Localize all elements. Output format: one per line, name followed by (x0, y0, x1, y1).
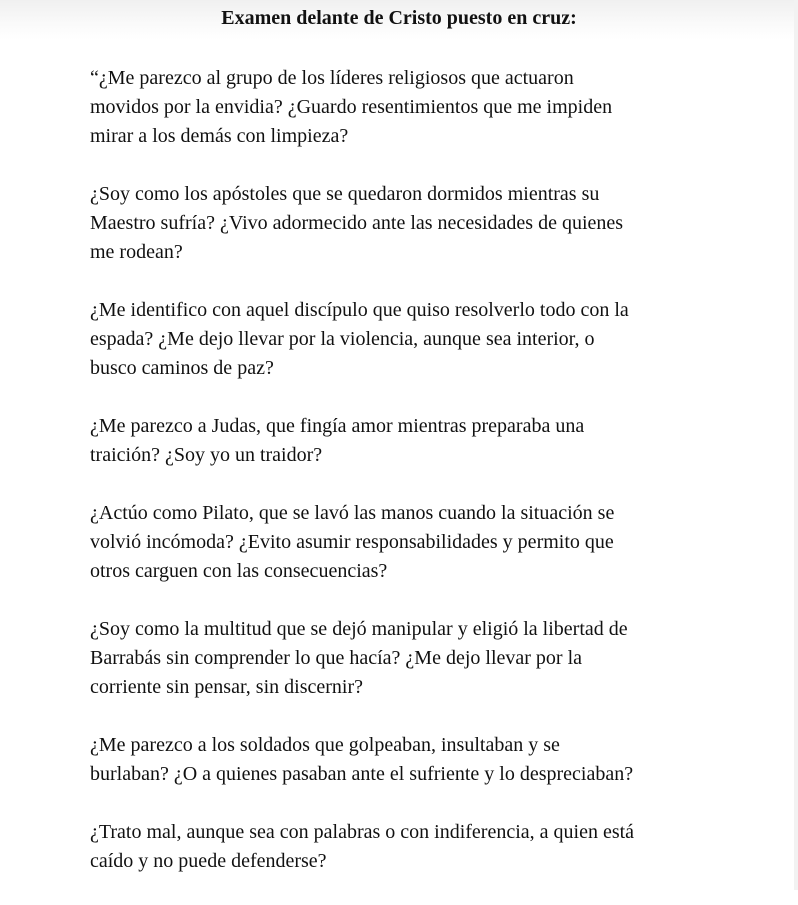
text-line: movidos por la envidia? ¿Guardo resentimientos que me impiden (90, 96, 613, 118)
text-line: “¿Me parezco al grupo de los líderes religiosos que actuaron (90, 67, 574, 89)
text-line: traición? ¿Soy yo un traidor? (90, 444, 323, 466)
text-line: Barrabás sin comprender lo que hacía? ¿Me dejo llevar por la (90, 647, 583, 669)
paragraph (90, 64, 634, 151)
text-line: busco caminos de paz? (90, 357, 274, 379)
paragraph (90, 615, 634, 702)
text-line: burlaban? ¿O a quienes pasaban ante el sufriente y lo despreciaban? (90, 763, 634, 785)
page-edge (794, 0, 798, 890)
text-line: Maestro sufría? ¿Vivo adormecido ante las necesidades de quienes (90, 212, 624, 234)
text-line: ¿Trato mal, aunque sea con palabras o con indiferencia, a quien está (90, 821, 635, 843)
text-line: ¿Soy como la multitud que se dejó manipular y eligió la libertad de (90, 618, 628, 640)
text-line: ¿Me parezco a Judas, que fingía amor mientras preparaba una (90, 415, 585, 437)
paragraph (90, 412, 634, 470)
text-line: me rodean? (90, 241, 183, 263)
paragraph (90, 818, 634, 876)
text-line: espada? ¿Me dejo llevar por la violencia, aunque sea interior, o (90, 328, 595, 350)
text-line: corriente sin pensar, sin discernir? (90, 676, 363, 698)
text-line: ¿Soy como los apóstoles que se quedaron dormidos mientras su (90, 183, 600, 205)
text-line: volvió incómoda? ¿Evito asumir responsabilidades y permito que (90, 531, 614, 553)
paragraph (90, 731, 634, 789)
text-line: caído y no puede defenderse? (90, 850, 327, 872)
text-line: ¿Me parezco a los soldados que golpeaban, insultaban y se (90, 734, 560, 756)
document-title: Examen delante de Cristo puesto en cruz: (221, 7, 577, 29)
paragraph (90, 180, 634, 267)
text-line: otros carguen con las consecuencias? (90, 560, 388, 582)
text-line: ¿Actúo como Pilato, que se lavó las manos cuando la situación se (90, 502, 615, 524)
text-line: ¿Me identifico con aquel discípulo que quiso resolverlo todo con la (90, 299, 629, 321)
paragraph (90, 296, 634, 383)
paragraph (90, 499, 634, 586)
text-line: mirar a los demás con limpieza? (90, 125, 349, 147)
document-body (90, 64, 634, 905)
